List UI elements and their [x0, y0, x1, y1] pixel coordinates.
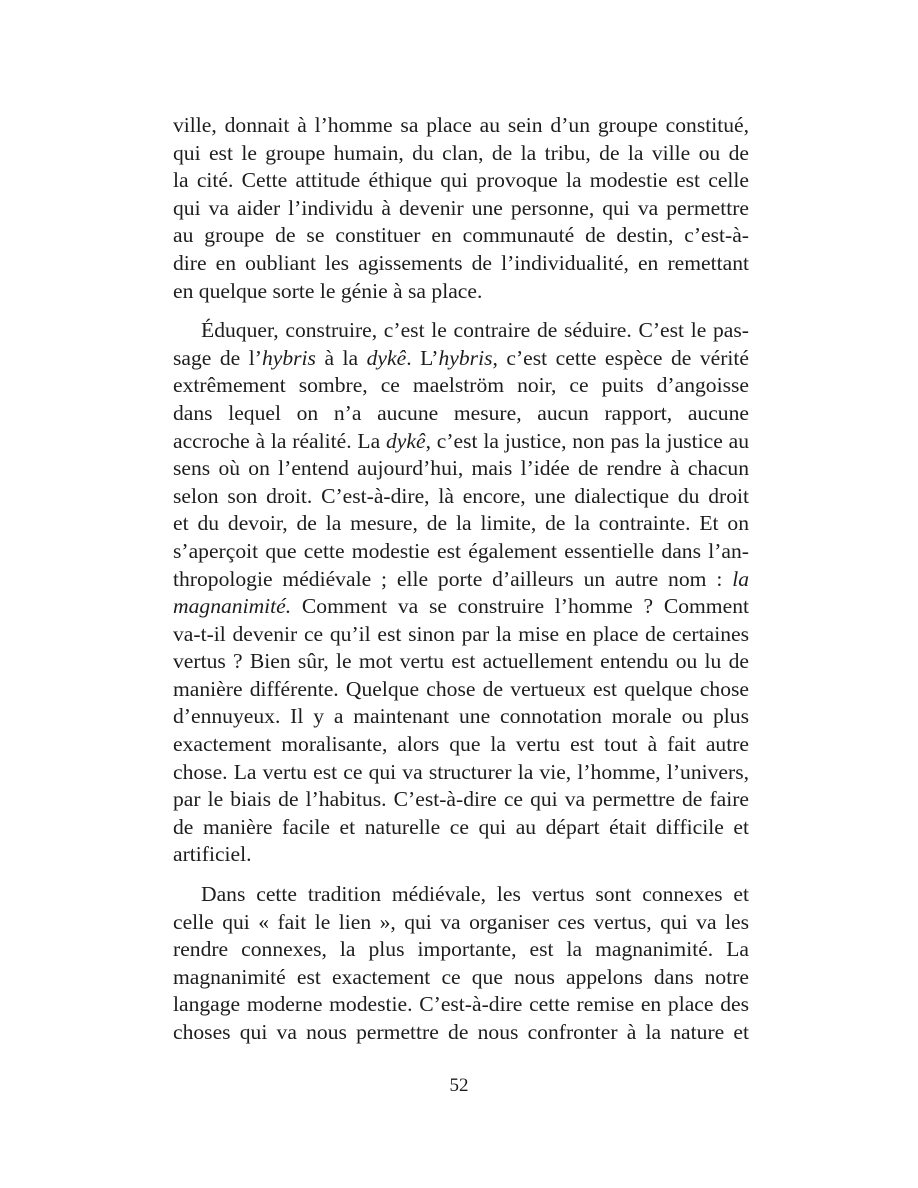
text-line: et du devoir, de la mesure, de la limite, de la contrainte. Et on — [173, 511, 749, 536]
text-line: dans lequel on n’a aucune mesure, aucun rapport, aucune — [173, 400, 749, 425]
text-line: chose. La vertu est ce qui va structurer la vie, l’homme, l’univers, — [173, 759, 749, 784]
text-line: qui est le groupe humain, du clan, de la tribu, de la ville ou de — [173, 140, 749, 165]
italic-term: dykê — [386, 428, 426, 453]
text-line: magnanimité. Comment va se construire l’homme ? Comment — [173, 594, 749, 619]
text-line: dire en oubliant les agissements de l’individualité, en remettant — [173, 250, 749, 275]
page-number: 52 — [449, 1075, 469, 1096]
text-line: au groupe de se constituer en communauté de destin, c’est-à- — [173, 223, 749, 248]
text-line: artificiel. — [173, 842, 252, 867]
text-line: selon son droit. C’est-à-dire, là encore, une dialectique du droit — [173, 483, 749, 508]
text-line: langage moderne modestie. C’est-à-dire cette remise en place des — [173, 992, 749, 1017]
text-line: manière différente. Quelque chose de vertueux est quelque chose — [173, 676, 749, 701]
italic-term: magnanimité. — [173, 594, 292, 619]
text-line: de manière facile et naturelle ce qui au départ était difficile et — [173, 814, 749, 839]
text-line: ville, donnait à l’homme sa place au sein d’un groupe constitué, — [173, 113, 749, 137]
text-line: va-t-il devenir ce qu’il est sinon par la mise en place de certaines — [173, 621, 749, 646]
text-line: s’aperçoit que cette modestie est également essentielle dans l’an- — [173, 538, 749, 563]
text-line: choses qui va nous permettre de nous confronter à la nature et — [173, 1020, 749, 1044]
text-line: vertus ? Bien sûr, le mot vertu est actuellement entendu ou lu de — [173, 649, 749, 674]
text-line: exactement moralisante, alors que la vertu est tout à fait autre — [173, 732, 749, 757]
text-line: extrêmement sombre, ce maelström noir, ce puits d’angoisse — [173, 373, 749, 398]
text-line: la cité. Cette attitude éthique qui provoque la modestie est celle — [173, 168, 749, 193]
italic-term: la — [732, 566, 749, 591]
text-line: d’ennuyeux. Il y a maintenant une connotation morale ou plus — [173, 704, 749, 729]
paragraph-1 — [173, 112, 749, 305]
italic-term: hybris — [261, 345, 316, 370]
text-line: accroche à la réalité. La dykê, c’est la justice, non pas la justice au — [173, 428, 749, 453]
text-line: thropologie médiévale ; elle porte d’ailleurs un autre nom : la — [173, 566, 749, 591]
text-line: sage de l’hybris à la dykê. L’hybris, c’est cette espèce de vérité — [173, 345, 749, 370]
text-line: en quelque sorte le génie à sa place. — [173, 278, 483, 303]
text-line: Dans cette tradition médiévale, les vertus sont connexes et — [201, 882, 749, 907]
text-line: magnanimité est exactement ce que nous appelons dans notre — [173, 964, 749, 989]
paragraph-3 — [173, 881, 749, 1047]
text-line: par le biais de l’habitus. C’est-à-dire ce qui va permettre de faire — [173, 787, 749, 812]
paragraph-2 — [173, 317, 749, 869]
text-line: qui va aider l’individu à devenir une personne, qui va permettre — [173, 195, 749, 220]
text-line: Éduquer, construire, c’est le contraire de séduire. C’est le pas- — [201, 318, 749, 343]
text-line: rendre connexes, la plus importante, est la magnanimité. La — [173, 937, 749, 962]
italic-term: dykê — [366, 345, 407, 370]
page-body — [173, 112, 749, 1047]
text-line: sens où on l’entend aujourd’hui, mais l’idée de rendre à chacun — [173, 456, 749, 481]
text-line: celle qui « fait le lien », qui va organiser ces vertus, qui va les — [173, 909, 749, 934]
italic-term: hybris — [438, 345, 493, 370]
